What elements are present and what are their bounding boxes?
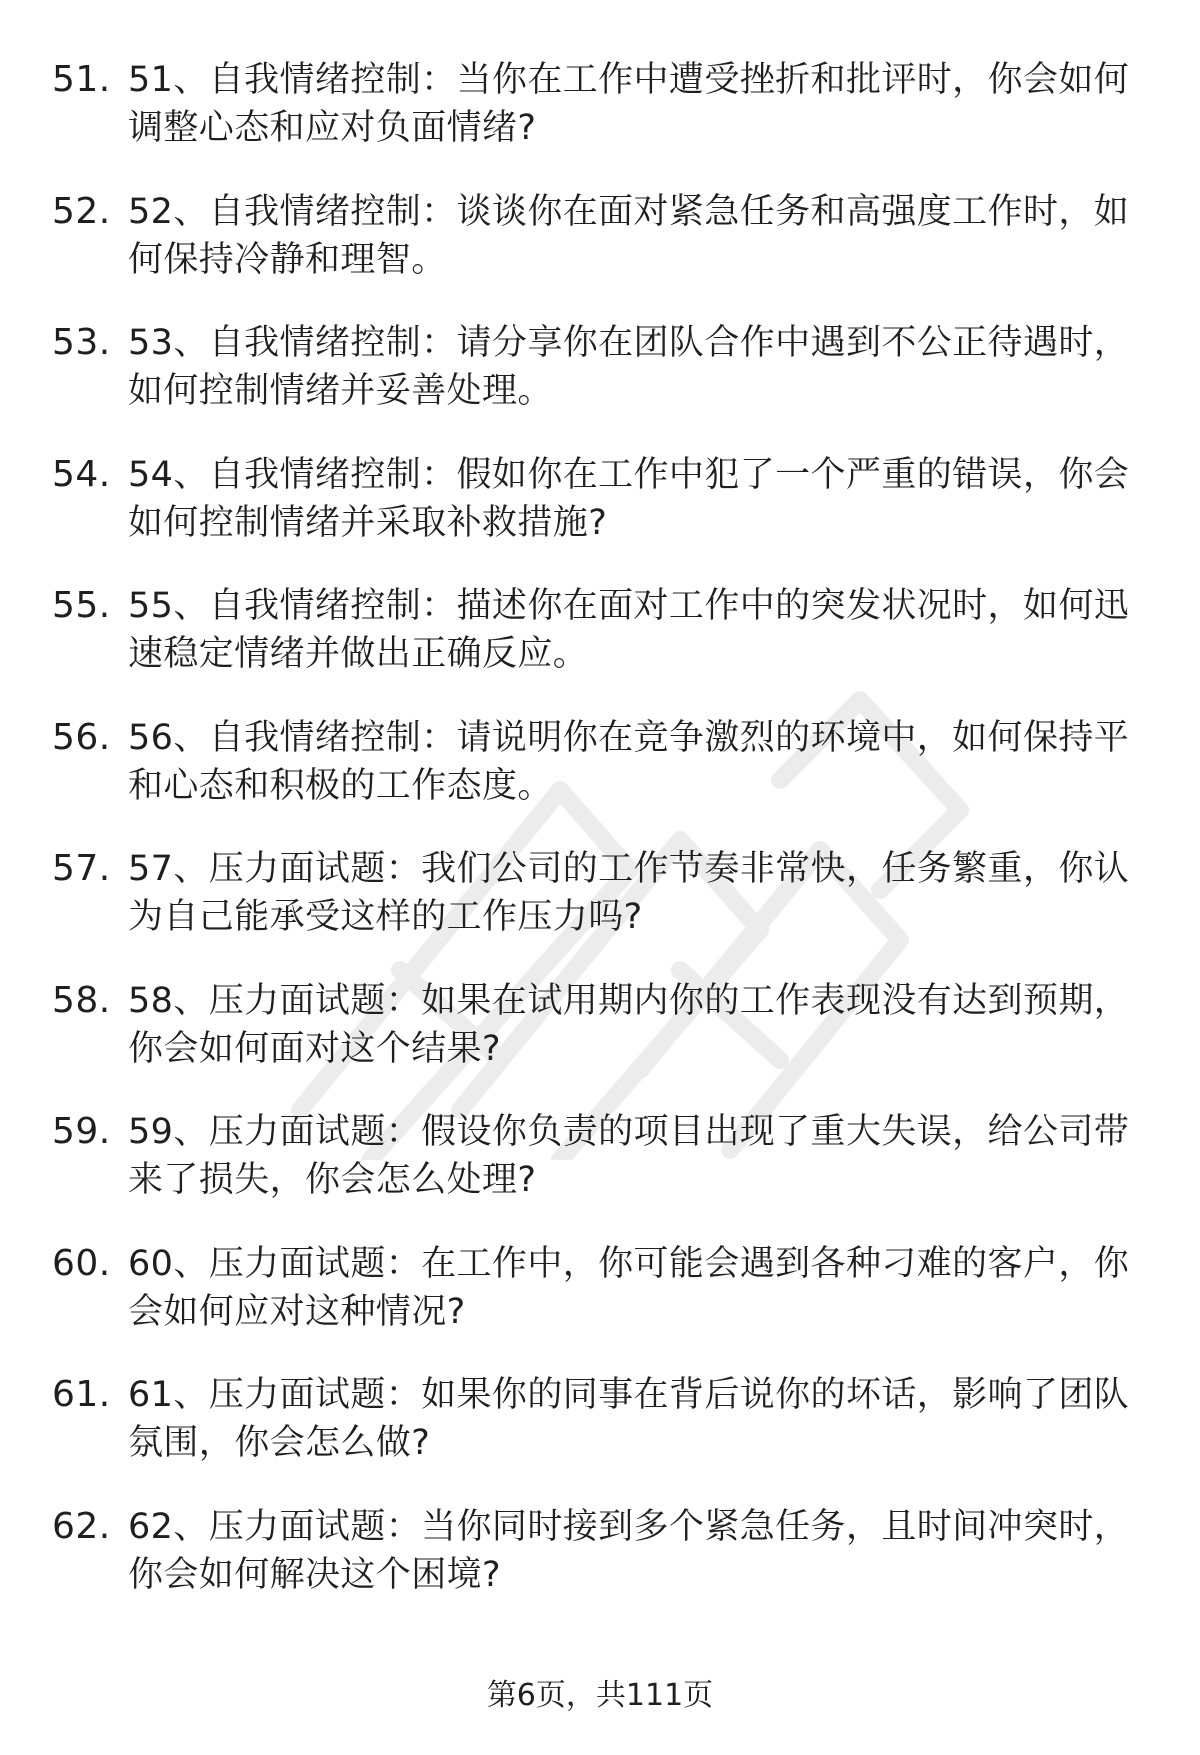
list-item (52, 451, 1152, 582)
item-text: 57、压力面试题：我们公司的工作节奏非常快，任务繁重，你认为自己能承受这样的工作压力吗? (128, 849, 1130, 937)
item-number: 60. (52, 1243, 111, 1284)
list-item (52, 845, 1152, 977)
item-number: 54. (52, 454, 111, 495)
list-item (52, 714, 1152, 845)
item-number: 56. (52, 717, 111, 758)
item-text: 51、自我情绪控制：当你在工作中遭受挫折和批评时，你会如何调整心态和应对负面情绪? (128, 60, 1130, 148)
item-text: 58、压力面试题：如果在试用期内你的工作表现没有达到预期，你会如何面对这个结果? (128, 981, 1130, 1069)
list-item (52, 56, 1152, 188)
item-text: 54、自我情绪控制：假如你在工作中犯了一个严重的错误，你会如何控制情绪并采取补救措施? (128, 455, 1130, 543)
question-list (52, 56, 1152, 1635)
item-text: 60、压力面试题：在工作中，你可能会遇到各种刁难的客户，你会如何应对这种情况? (128, 1244, 1130, 1332)
list-item (52, 188, 1152, 319)
item-text: 61、压力面试题：如果你的同事在背后说你的坏话，影响了团队氛围，你会怎么做? (128, 1375, 1130, 1463)
item-number: 61. (52, 1374, 111, 1415)
item-number: 57. (52, 848, 111, 889)
list-item (52, 319, 1152, 451)
item-text: 52、自我情绪控制：谈谈你在面对紧急任务和高强度工作时，如何保持冷静和理智。 (128, 192, 1130, 280)
item-number: 55. (52, 585, 111, 626)
item-number: 51. (52, 59, 111, 100)
item-number: 52. (52, 191, 111, 232)
item-text: 62、压力面试题：当你同时接到多个紧急任务，且时间冲突时，你会如何解决这个困境? (128, 1507, 1130, 1595)
item-number: 53. (52, 322, 111, 363)
list-item (52, 1371, 1152, 1503)
list-item (52, 582, 1152, 714)
list-item (52, 1108, 1152, 1240)
item-number: 62. (52, 1506, 111, 1547)
item-text: 53、自我情绪控制：请分享你在团队合作中遇到不公正待遇时，如何控制情绪并妥善处理。 (128, 323, 1130, 411)
page-number-label: 第6页，共111页 (486, 1678, 714, 1713)
page-footer (0, 1676, 1200, 1716)
item-text: 56、自我情绪控制：请说明你在竞争激烈的环境中，如何保持平和心态和积极的工作态度。 (128, 718, 1130, 806)
item-text: 55、自我情绪控制：描述你在面对工作中的突发状况时，如何迅速稳定情绪并做出正确反应。 (128, 586, 1130, 674)
item-number: 59. (52, 1111, 111, 1152)
list-item (52, 1240, 1152, 1371)
list-item (52, 977, 1152, 1108)
item-text: 59、压力面试题：假设你负责的项目出现了重大失误，给公司带来了损失，你会怎么处理? (128, 1112, 1130, 1200)
item-number: 58. (52, 980, 111, 1021)
list-item (52, 1503, 1152, 1635)
